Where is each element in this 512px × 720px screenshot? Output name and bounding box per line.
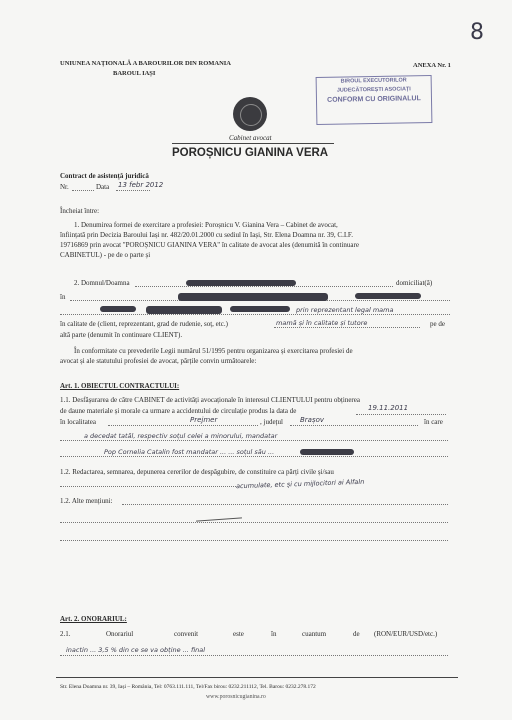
accident-date-handwritten: 19.11.2011 [368, 404, 409, 412]
locality-label: în localitatea [60, 418, 96, 426]
conform-line-2: avocat și ale statutului profesiei de avocat, părțile convin următoarele: [60, 357, 257, 365]
description-hand-2: Pop Cornelia Catalin fost mandatar ... ... soțul său ... [104, 448, 275, 456]
party2-in: în [60, 293, 66, 301]
art1-dots-3 [60, 486, 236, 487]
other-dots-2 [60, 522, 448, 523]
party1-line-1: 1. Denumirea formei de exercitare a profesiei: Poroșnicu V. Gianina Vera – Cabinet de avocat, [74, 221, 338, 229]
party2-domicile: domiciliat(ă) [396, 279, 433, 287]
description-hand-1: a decedat tatăl, respectiv soțul celei a minorului, mandatar [84, 432, 278, 440]
county-handwritten: Brașov [300, 416, 325, 424]
redacted-address-4 [146, 306, 222, 314]
art1-line-2: de daune materiale și morale ca urmare a accidentului de circulație produs la data de [60, 407, 297, 415]
cabinet-name: POROȘNICU GIANINA VERA [172, 147, 329, 159]
stamp-line-1: BIROUL EXECUTORILOR [340, 77, 407, 85]
conform-line-1: În conformitate cu prevederile Legii numărul 51/1995 pentru organizarea și exercitarea profesiei de [74, 347, 353, 355]
footer-divider [56, 677, 458, 678]
party1-line-2: înființată prin Decizia Baroului Iași nr. 482/20.01.2000 cu sediul în Iași, Str. Elena Doamna nr. 39, C.I.F. [60, 231, 353, 239]
county-label: , județul [260, 418, 283, 426]
page-number-handwritten: 8 [470, 20, 484, 45]
art1-line-3: 1.2. Redactarea, semnarea, depunerea cererilor de despăgubire, de constituire ca părți civile și/sau [60, 468, 334, 476]
description-dots-1 [60, 440, 448, 441]
party2-hand-2: mamă și în calitate și tutore [276, 319, 368, 327]
redacted-address-3 [100, 306, 136, 312]
fee-dots [60, 655, 448, 656]
union-heading: UNIUNEA NAȚIONALĂ A BAROURILOR DIN ROMANIA [60, 60, 232, 67]
party2-name-dots [135, 286, 393, 287]
certification-stamp [316, 75, 433, 125]
other-mentions-label: 1.2. Alte mențiuni: [60, 497, 113, 505]
art2-word-2: convenit [174, 630, 199, 638]
other-dots-1 [122, 504, 448, 505]
county-dots [290, 425, 418, 426]
description-dots-2 [60, 456, 448, 457]
intro-text: Încheiat între: [60, 207, 100, 215]
redacted-name [186, 280, 296, 286]
footer-address: Str. Elena Doamna nr. 39, Iași – România, Tel: 0763.111.111, Tel/Fax birou: 0232.211112, Tel. Barou: 0232.278.172 [60, 684, 316, 690]
art1-hand-3: acumulate, etc și cu mijlocitori ai Alfaln [235, 477, 365, 491]
art2-word-4: în [271, 630, 277, 638]
redacted-address-2 [355, 293, 421, 299]
date-label: Data [96, 183, 110, 191]
other-dots-3 [60, 540, 448, 541]
party1-line-3: 19716869 prin avocat "POROȘNICU GIANINA VERA" în calitate de avocat ales (denumită în continuare [60, 241, 359, 249]
redacted-description [300, 449, 354, 455]
cabinet-logo [233, 97, 267, 131]
art2-word-3: este [233, 630, 244, 638]
locality-handwritten: Prejmer [190, 416, 218, 424]
party1-line-4: CABINETUL) - pe de o parte și [60, 251, 151, 259]
annex-label: ANEXA Nr. 1 [413, 62, 451, 69]
party2-quality: în calitate de (client, reprezentant, grad de rudenie, soț, etc.) [60, 320, 228, 328]
locality-dots [108, 425, 258, 426]
quality-dots [274, 327, 420, 328]
address-dots-2 [60, 314, 450, 315]
contract-title: Contract de asistență juridică [60, 172, 149, 180]
art2-title: Art. 2. ONORARIUL: [60, 615, 127, 623]
party2-label: 2. Domnul/Doamna [74, 279, 130, 287]
cancel-stroke-1 [196, 517, 242, 521]
art2-word-1: Onorariul [106, 630, 134, 638]
nr-dots [72, 190, 94, 191]
brand-divider [172, 143, 334, 144]
art1-line-1: 1.1. Desfășurarea de către CABINET de activități avocaționale în interesul CLIENTULUI pentru obținerea [60, 396, 360, 404]
art2-currency: (RON/EUR/USD/etc.) [374, 630, 438, 638]
art2-num: 2.1. [60, 630, 71, 638]
art1-title: Art. 1. OBIECTUL CONTRACTULUI: [60, 382, 180, 390]
accident-date-dots [356, 414, 446, 415]
date-value-handwritten: 13 febr 2012 [118, 181, 164, 189]
redacted-address-5 [230, 306, 290, 312]
cabinet-label: Cabinet avocat [229, 134, 272, 142]
art2-word-6: de [353, 630, 360, 638]
bar-heading: BAROUL IAȘI [113, 70, 156, 77]
stamp-line-2: JUDECĂTOREȘTI ASOCIAȚI [336, 86, 411, 94]
redacted-address-1 [178, 293, 328, 301]
date-dots [116, 190, 150, 191]
nr-label: Nr. [60, 183, 69, 191]
footer-web: www.porosnicugianina.ro [206, 694, 266, 700]
in-care-label: în care [424, 418, 443, 426]
stamp-line-3: CONFORM CU ORIGINALUL [327, 95, 421, 104]
party2-pe-de: pe de [430, 320, 445, 328]
art2-word-5: cuantum [302, 630, 327, 638]
party2-other: altă parte (denumit în continuare CLIENT). [60, 331, 183, 339]
party2-hand-1: prin reprezentant legal mama [296, 306, 394, 314]
fee-handwritten: inactin ... 3,5 % din ce se va obține ... final [66, 646, 206, 654]
